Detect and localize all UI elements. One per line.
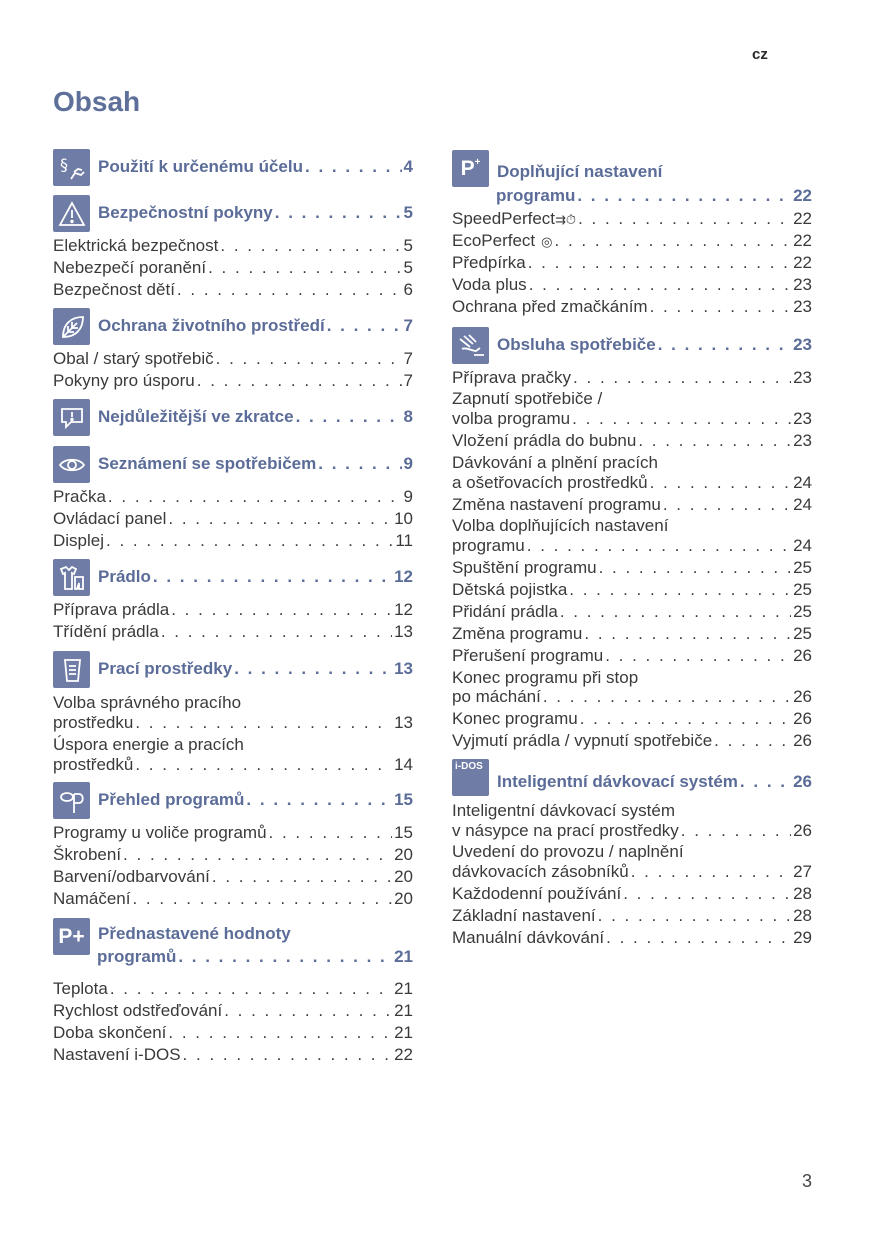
toc-heading-line: Doplňující nastavení <box>497 162 663 181</box>
toc-entry[interactable]: Barvení/odbarvování . . . 20 <box>53 867 413 887</box>
toc-entry[interactable]: Základní nastavení . . . 28 <box>452 906 812 926</box>
toc-entry[interactable]: Nebezpečí poranění . . . 5 <box>53 258 413 278</box>
speedperfect-icon: ⇉⏱ <box>555 212 577 227</box>
toc-heading[interactable]: Prádlo . . . 12 <box>98 567 413 587</box>
toc-entry[interactable]: Voda plus . . . 23 <box>452 275 812 295</box>
toc-entry[interactable]: v násypce na prací prostředky . . . 26 <box>452 821 812 841</box>
toc-heading-line: Přednastavené hodnoty <box>98 924 291 943</box>
language-code: cz <box>752 46 768 63</box>
toc-heading[interactable]: Inteligentní dávkovací systém . . . 26 <box>497 772 812 792</box>
toc-entry[interactable]: a ošetřovacích prostředků . . . 24 <box>452 473 812 493</box>
toc-entry[interactable]: prostředků . . . 14 <box>53 755 413 775</box>
toc-heading[interactable]: Použití k určenému účelu . . . 4 <box>98 157 413 177</box>
speech-bubble-exclamation-icon <box>53 399 90 436</box>
toc-entry[interactable]: Přidání prádla . . . 25 <box>452 602 812 622</box>
toc-entry[interactable]: Displej . . . 11 <box>53 531 413 551</box>
toc-entry[interactable]: po máchání . . . 26 <box>452 687 812 707</box>
svg-text:§: § <box>59 154 68 174</box>
toc-entry[interactable]: Dětská pojistka . . . 25 <box>452 580 812 600</box>
toc-entry[interactable]: Konec programu . . . 26 <box>452 709 812 729</box>
toc-entry[interactable]: SpeedPerfect ⇉⏱ . . . 22 <box>452 209 812 229</box>
toc-entry-line: Úspora energie a pracích <box>53 735 244 754</box>
detergent-icon <box>53 651 90 688</box>
toc-entry[interactable]: Elektrická bezpečnost . . . 5 <box>53 236 413 256</box>
toc-heading[interactable]: Obsluha spotřebiče . . . 23 <box>497 335 812 355</box>
toc-entry[interactable]: Každodenní používání . . . 28 <box>452 884 812 904</box>
eye-icon <box>53 446 90 483</box>
toc-heading[interactable]: Přehled programů . . . 15 <box>98 790 413 810</box>
toc-entry[interactable]: Změna nastavení programu . . . 24 <box>452 495 812 515</box>
toc-entry[interactable]: prostředku . . . 13 <box>53 713 413 733</box>
ecoperfect-icon: ◎ <box>541 234 553 249</box>
page-title: Obsah <box>53 86 141 117</box>
toc-entry[interactable]: programu . . . 24 <box>452 536 812 556</box>
p-plus-icon: P+ <box>53 918 90 955</box>
toc-entry[interactable]: Pračka . . . 9 <box>53 487 413 507</box>
toc-heading[interactable]: Nejdůležitější ve zkratce . . . 8 <box>98 407 413 427</box>
toc-entry[interactable]: Příprava pračky . . . 23 <box>452 368 812 388</box>
toc-heading[interactable]: Seznámení se spotřebičem . . . 9 <box>98 454 413 474</box>
toc-entry[interactable]: Rychlost odstřeďování . . . 21 <box>53 1001 413 1021</box>
leaf-icon <box>53 308 90 345</box>
toc-entry[interactable]: Pokyny pro úsporu . . . 7 <box>53 371 413 391</box>
toc-entry[interactable]: Namáčení . . . 20 <box>53 889 413 909</box>
toc-entry[interactable]: Spuštění programu . . . 25 <box>452 558 812 578</box>
toc-entry[interactable]: Vyjmutí prádla / vypnutí spotřebiče . . . 26 <box>452 731 812 751</box>
page-number: 3 <box>802 1171 813 1191</box>
toc-entry[interactable]: Nastavení i-DOS . . . 22 <box>53 1045 413 1065</box>
toc-entry[interactable]: Škrobení . . . 20 <box>53 845 413 865</box>
toc-heading[interactable]: Bezpečnostní pokyny . . . 5 <box>98 203 413 223</box>
toc-entry-line: Volba doplňujících nastavení <box>452 516 669 535</box>
toc-entry[interactable]: Ochrana před zmačkáním . . . 23 <box>452 297 812 317</box>
toc-entry-line: Zapnutí spotřebiče / <box>452 389 603 408</box>
toc-entry[interactable]: Obal / starý spotřebič . . . 7 <box>53 349 413 369</box>
toc-entry[interactable]: Programy u voliče programů . . . 15 <box>53 823 413 843</box>
clothes-icon <box>53 559 90 596</box>
toc-heading[interactable]: programu . . . 22 <box>496 186 812 206</box>
toc-entry-line: Dávkování a plnění pracích <box>452 453 659 472</box>
toc-entry[interactable]: Ovládací panel . . . 10 <box>53 509 413 529</box>
hand-operating-icon <box>452 327 489 364</box>
programme-p-icon <box>53 782 90 819</box>
toc-entry[interactable]: Předpírka . . . 22 <box>452 253 812 273</box>
toc-entry-line: Inteligentní dávkovací systém <box>452 801 676 820</box>
toc-heading[interactable]: programů . . . 21 <box>97 947 413 967</box>
toc-entry[interactable]: EcoPerfect ◎ . . . 22 <box>452 231 812 251</box>
warning-triangle-icon <box>53 195 90 232</box>
toc-entry[interactable]: Příprava prádla . . . 12 <box>53 600 413 620</box>
toc-entry[interactable]: Manuální dávkování . . . 29 <box>452 928 812 948</box>
toc-entry[interactable]: Bezpečnost dětí . . . 6 <box>53 280 413 300</box>
toc-entry-line: Uvedení do provozu / naplnění <box>452 842 684 861</box>
scales-hand-icon <box>53 149 90 186</box>
toc-entry-line: Volba správného pracího <box>53 693 242 712</box>
i-dos-icon: i-DOS <box>452 759 489 796</box>
toc-entry[interactable]: Doba skončení . . . 21 <box>53 1023 413 1043</box>
toc-entry[interactable]: volba programu . . . 23 <box>452 409 812 429</box>
p-plus-icon: P+ <box>452 150 489 187</box>
toc-entry[interactable]: Vložení prádla do bubnu . . . 23 <box>452 431 812 451</box>
toc-entry[interactable]: Přerušení programu . . . 26 <box>452 646 812 666</box>
toc-entry-line: Konec programu při stop <box>452 668 639 687</box>
toc-entry[interactable]: Změna programu . . . 25 <box>452 624 812 644</box>
toc-entry[interactable]: dávkovacích zásobníků . . . 27 <box>452 862 812 882</box>
toc-entry[interactable]: Třídění prádla . . . 13 <box>53 622 413 642</box>
toc-heading[interactable]: Prací prostředky . . . 13 <box>98 659 413 679</box>
toc-heading[interactable]: Ochrana životního prostředí . . . 7 <box>98 316 413 336</box>
toc-entry[interactable]: Teplota . . . 21 <box>53 979 413 999</box>
